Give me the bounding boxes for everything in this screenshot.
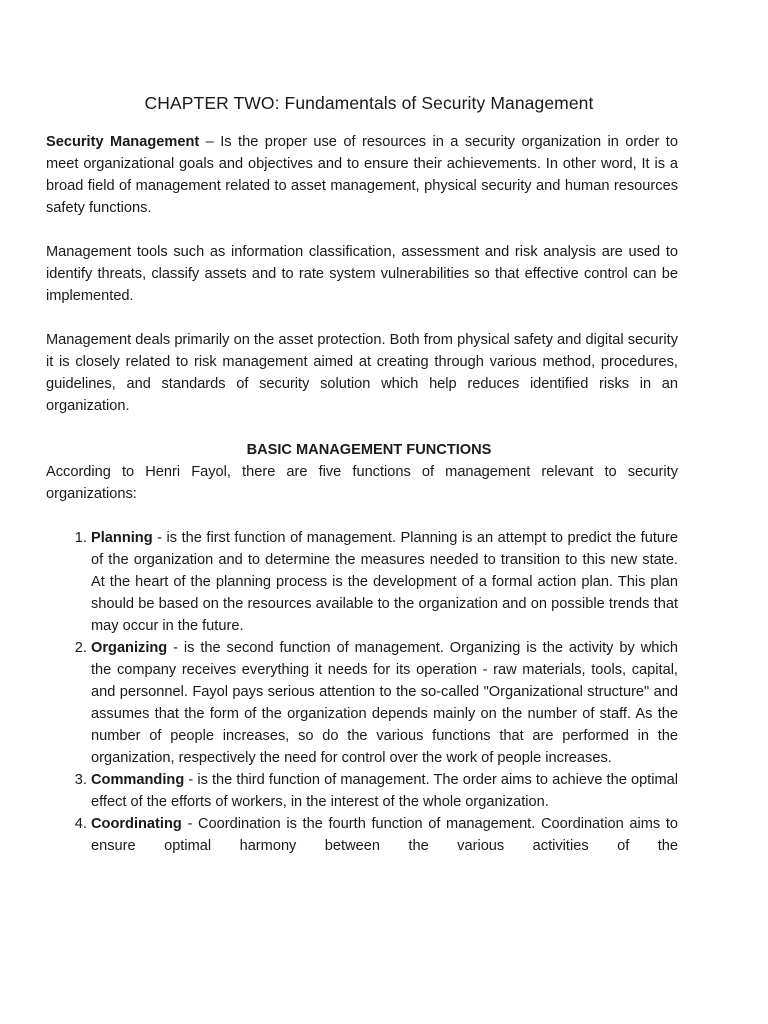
function-term: Planning [91, 530, 153, 546]
function-text: - is the first function of management. Planning is an attempt to predict the future of the organization and to determine the measures needed to transition to this new state. At the heart of the planning process is the development of a formal action plan. This plan should be based on the resources available to the organization and on possible trends that may occur in the future. [91, 530, 678, 634]
paragraph-text: – Is the proper use of resources in a security organization in order to meet organizational goals and objectives and to ensure their achievements. In other word, It is a broad field of management related to asset management, physical security and human resources safety functions. [46, 134, 678, 216]
function-term: Coordinating [91, 816, 182, 832]
chapter-title: CHAPTER TWO: Fundamentals of Security Management [144, 93, 594, 113]
list-item [91, 769, 678, 813]
section-intro: According to Henri Fayol, there are five functions of management relevant to security organizations: [46, 464, 678, 502]
list-item [91, 813, 678, 857]
list-item [91, 637, 678, 769]
function-term: Commanding [91, 772, 185, 788]
management-functions-list [46, 527, 678, 857]
function-text: - Coordination is the fourth function of management. Coordination aims to ensure optimal harmony between the various activities of the [91, 816, 678, 854]
term-security-management: Security Management [46, 134, 200, 150]
function-term: Organizing [91, 640, 168, 656]
function-text: - is the third function of management. The order aims to achieve the optimal effect of the efforts of workers, in the interest of the whole organization. [91, 772, 678, 810]
paragraph-security-management [46, 131, 678, 219]
paragraph-asset-protection: Management deals primarily on the asset protection. Both from physical safety and digital security it is closely related to risk management aimed at creating through various method, procedures, guidelines, and standards of security solution which help reduces identified risks in an organization. [46, 332, 678, 414]
list-item [91, 527, 678, 637]
section-heading: BASIC MANAGEMENT FUNCTIONS [246, 442, 492, 458]
paragraph-management-tools: Management tools such as information classification, assessment and risk analysis are used to identify threats, classify assets and to rate system vulnerabilities so that effective control can be implemented. [46, 244, 678, 304]
function-text: - is the second function of management. Organizing is the activity by which the company receives everything it needs for its operation - raw materials, tools, capital, and personnel. Fayol pays serious attention to the so-called "Organizational structure" and assumes that the form of the organization depends mainly on the number of staff. As the number of people increases, so do the various functions that are performed in the organization, respectively the need for control over the work of people increases. [91, 640, 678, 766]
